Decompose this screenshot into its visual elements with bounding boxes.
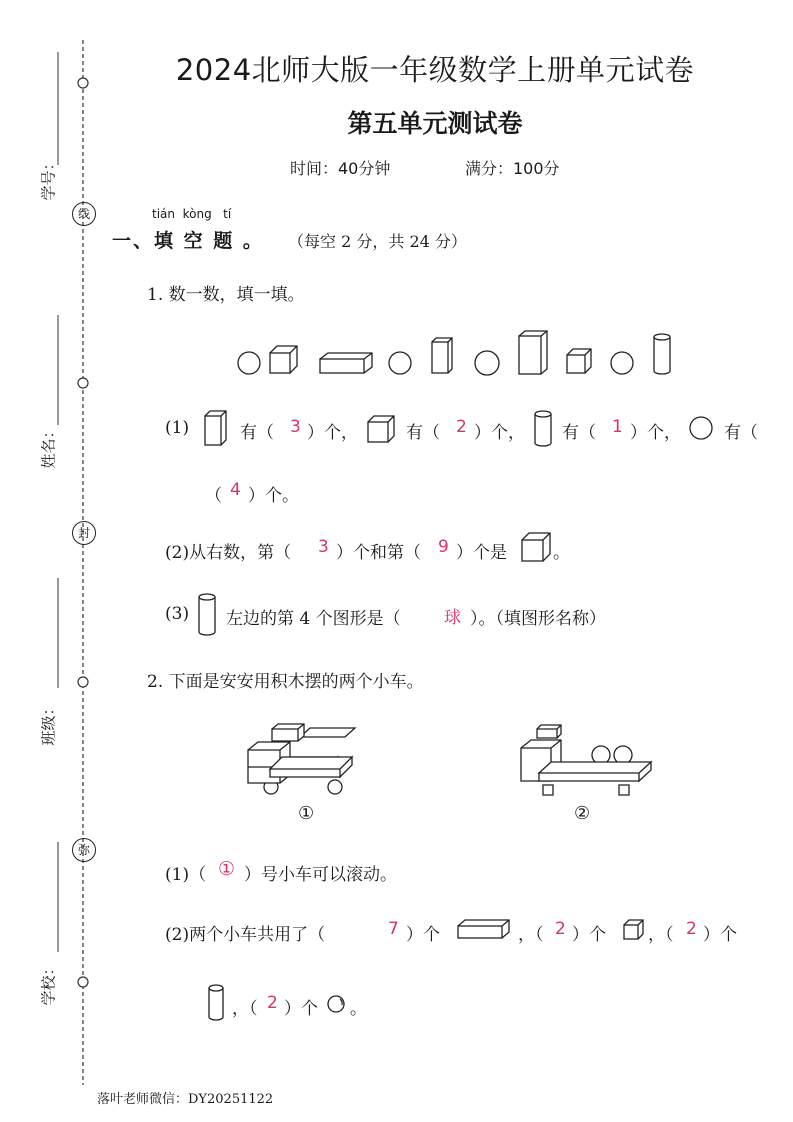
q1-part1-have-3: 有（ [562, 423, 596, 443]
cylinder-icon [532, 409, 556, 449]
sphere-count-answer-2: 2 [267, 993, 278, 1013]
student-id-label: 学号： [39, 155, 58, 201]
q1-part3-answer: 球 [444, 608, 461, 628]
page-title: 2024北师大版一年级数学上册单元试卷 [175, 53, 695, 87]
q2-part1-text-a: (1)（ [165, 865, 207, 885]
seal-mi: 弥 [72, 838, 96, 862]
cube-icon [520, 531, 554, 565]
section-note: （每空 2 分，共 24 分） [288, 232, 467, 251]
cube-count-answer-2: 2 [555, 919, 566, 939]
tall-cuboid-count-answer: 3 [290, 417, 301, 437]
q1-part2-answer-a: 3 [318, 537, 329, 557]
question-2-label: 2. 下面是安安用积木摆的两个小车。 [147, 672, 424, 692]
cylinder-icon [654, 334, 670, 374]
tall-cuboid-icon [203, 409, 229, 447]
q1-part1-have-2: 有（ [406, 423, 440, 443]
section-heading: 一、填 空 题 。 [112, 230, 264, 252]
long-cuboid-icon [320, 353, 372, 373]
q1-part1-have-1: 有（ [240, 423, 274, 443]
q1-part3-prefix: (3) [165, 604, 190, 624]
car-2-label: ② [574, 803, 591, 824]
q2-part2-period: 。 [350, 999, 367, 1019]
q2-part2-ge-2: ）个 [572, 925, 606, 945]
q2-part2-open-4: ，（ [232, 999, 258, 1019]
q1-part3-text-a: 左边的第 4 个图形是（ [226, 609, 401, 629]
q2-part2-open-3: ，（ [648, 925, 674, 945]
q2-part2-ge-4: ）个 [284, 999, 318, 1019]
name-label: 姓名： [39, 423, 58, 469]
car-1-figure [240, 715, 415, 805]
q1-part1-open-4: （ [205, 486, 222, 506]
seal-feng: 封 [72, 521, 96, 545]
sphere-icon [389, 352, 411, 374]
q1-part1-close-1: ）个， [307, 423, 358, 443]
cube-count-answer: 2 [456, 417, 467, 437]
long-cuboid-count-answer: 7 [388, 919, 399, 939]
sphere-icon [614, 746, 632, 764]
sphere-icon [688, 415, 714, 441]
q2-part2-text-a: (2)两个小车共用了（ [165, 925, 326, 945]
tall-cuboid-icon [432, 338, 452, 373]
q1-part3-text-b: ）。（填图形名称） [470, 609, 606, 629]
seal-xian: 线 [72, 202, 96, 226]
car-1-label: ① [298, 803, 315, 824]
q2-part2-open-2: ，（ [518, 925, 544, 945]
q2-part2-ge-1: ）个 [406, 925, 440, 945]
q1-part2-text-c: ）个是 [456, 543, 507, 563]
sphere-icon [611, 352, 633, 374]
q1-part1-close-3: ）个， [630, 423, 681, 443]
q2-part1-text-b: ）号小车可以滚动。 [244, 865, 397, 885]
sphere-icon [592, 746, 610, 764]
q1-part2-text-d: 。 [553, 543, 570, 563]
page-subtitle: 第五单元测试卷 [347, 109, 523, 138]
long-cuboid-icon [456, 918, 512, 942]
sphere-icon [326, 993, 348, 1015]
q1-part2-text-a: (2)从右数，第（ [165, 543, 292, 563]
class-label: 班级： [39, 700, 58, 746]
section-pinyin: tián kòng tí [152, 207, 232, 221]
cylinder-count-answer: 1 [612, 417, 623, 437]
car-2-figure [515, 713, 665, 803]
q1-part1-have-4: 有（ [724, 423, 758, 443]
cylinder-icon [196, 592, 220, 638]
tall-cuboid-icon [519, 331, 547, 374]
footer-contact: 落叶老师微信：DY20251122 [97, 1092, 274, 1107]
q1-part2-answer-b: 9 [438, 537, 449, 557]
q1-part1-end: ）个。 [248, 486, 299, 506]
q2-part2-ge-end: ）个 [703, 925, 737, 945]
cube-icon [366, 414, 398, 446]
shapes-row [230, 328, 680, 383]
q2-part1-answer: ① [218, 858, 236, 880]
question-1-label: 1. 数一数，填一填。 [147, 285, 305, 305]
sphere-icon [475, 351, 499, 375]
school-label: 学校： [39, 960, 58, 1006]
sphere-icon [238, 352, 260, 374]
cube-icon [622, 918, 646, 942]
exam-full-score: 满分：100分 [465, 159, 560, 178]
q1-part2-text-b: ）个和第（ [336, 543, 421, 563]
cube-icon [567, 349, 591, 373]
cube-icon [270, 346, 297, 373]
sphere-icon [328, 780, 342, 794]
cylinder-icon [206, 983, 228, 1023]
tall-cuboid-count-answer-2: 2 [686, 919, 697, 939]
exam-time: 时间：40分钟 [290, 159, 391, 178]
q1-part1-prefix: (1) [165, 418, 190, 438]
sphere-count-answer: 4 [230, 480, 241, 500]
q1-part1-close-2: ）个， [474, 423, 525, 443]
